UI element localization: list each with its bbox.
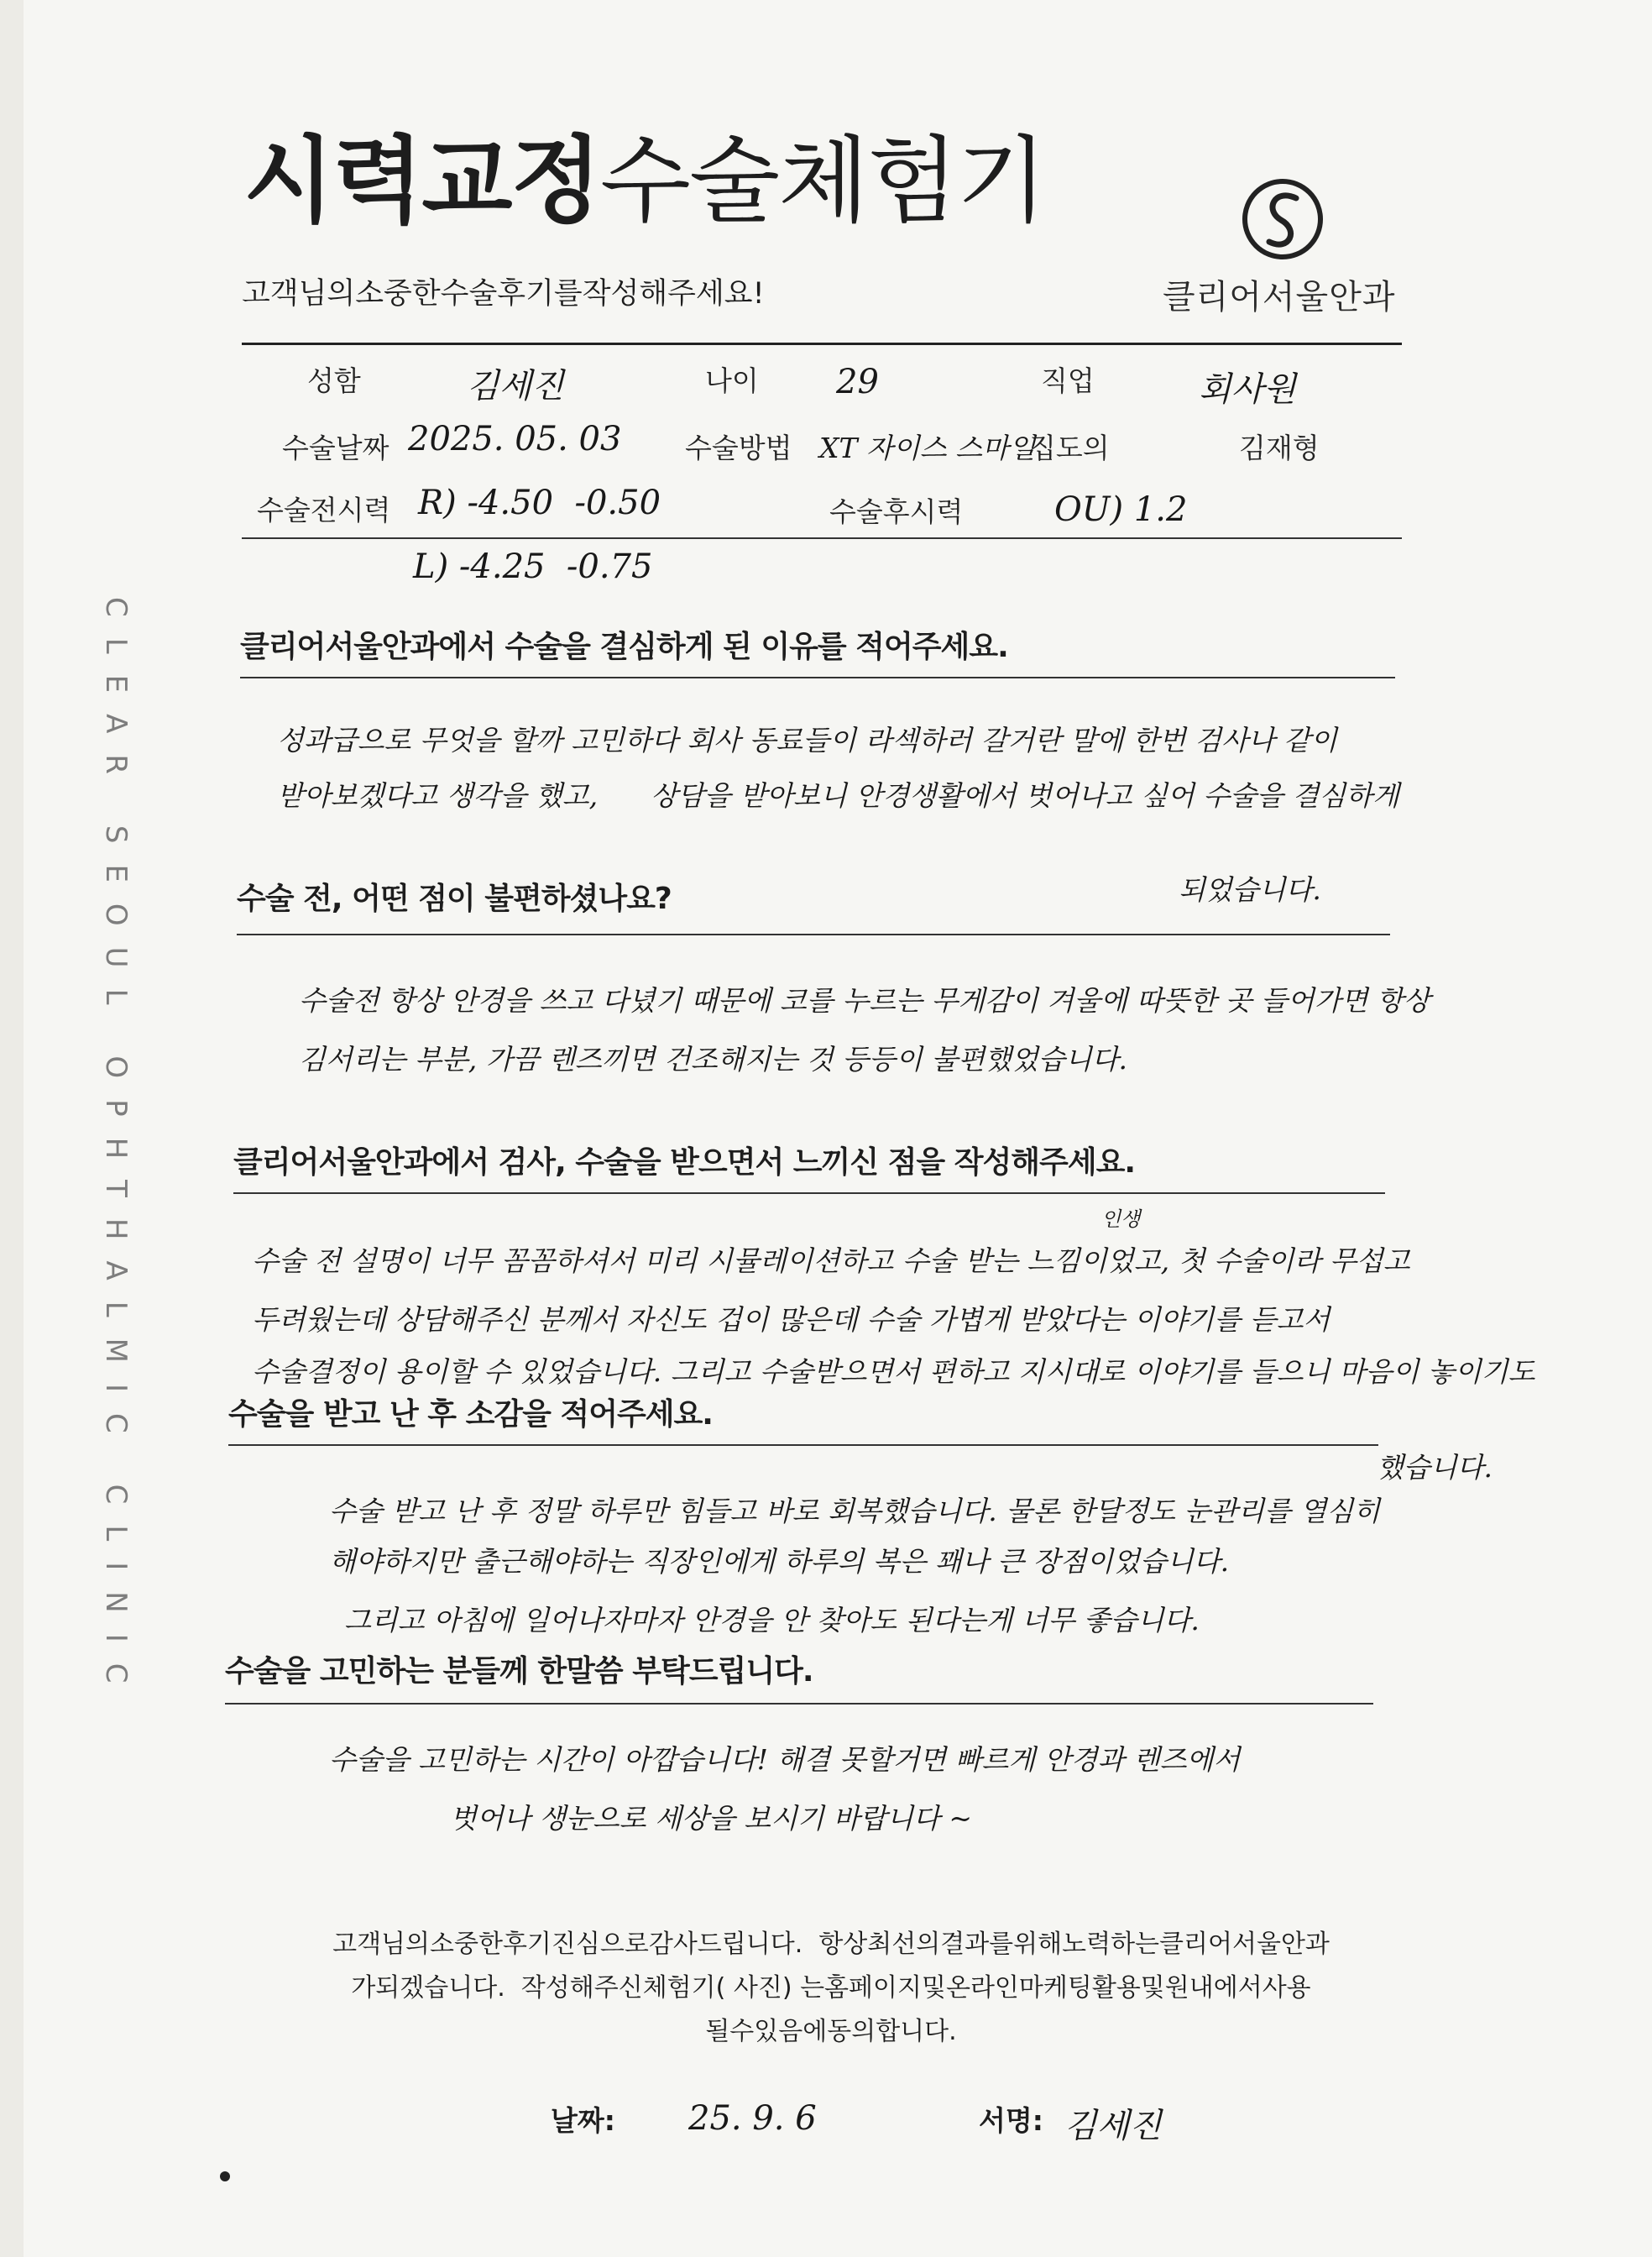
stray-dot xyxy=(220,2171,230,2181)
title-bold: 시력교정 xyxy=(243,127,600,236)
answer-3-insert: 인생 xyxy=(1101,1207,1141,1231)
title-regular: 수술체험기 xyxy=(599,127,1046,236)
info-top-rule xyxy=(242,343,1402,345)
answer-5-line-1: 수술을 고민하는 시간이 아깝습니다! 해결 못할거면 빠르게 안경과 렌즈에서 xyxy=(329,1743,1241,1776)
page-title xyxy=(243,127,1046,236)
name-label: 성함 xyxy=(307,364,361,397)
answer-1-line-2: 받아보겠다고 생각을 했고, 상담을 받아보니 안경생활에서 벗어나고 싶어 수술을 결심하게 xyxy=(277,779,1399,812)
age-label: 나이 xyxy=(705,364,759,397)
footer-line-2: 가되겠습니다. 작성해주신체험기( 사진) 는홈페이지및온라인마케팅활용및원내에서사용 xyxy=(351,1973,1311,2003)
post-vision-label: 수술후시력 xyxy=(829,495,964,528)
pre-vision-left: L) -4.25 -0.75 xyxy=(413,547,653,586)
question-4: 수술을 받고 난 후 소감을 적어주세요. xyxy=(228,1397,713,1432)
question-2-rule xyxy=(237,934,1390,935)
page-subtitle: 고객님의소중한수술후기를작성해주세요! xyxy=(242,277,765,311)
question-5-rule xyxy=(225,1703,1373,1705)
date-value: 2025. 05. 03 xyxy=(408,420,622,458)
method-label: 수술방법 xyxy=(685,432,792,464)
method-value: XT 자이스 스마일 xyxy=(819,432,1036,464)
answer-3-line-2: 두려웠는데 상담해주신 분께서 자신도 겁이 많은데 수술 가볍게 받았다는 이야기를 듣고서 xyxy=(252,1303,1330,1336)
name-value: 김세진 xyxy=(467,367,564,406)
signature-value: 김세진 xyxy=(1064,2107,1162,2145)
footer-line-1: 고객님의소중한후기진심으로감사드립니다. 항상최선의결과를위해노력하는클리어서울안과 xyxy=(332,1930,1330,1959)
date-label: 수술날짜 xyxy=(282,432,389,464)
question-2: 수술 전, 어떤 점이 불편하셨나요? xyxy=(237,882,672,916)
answer-2-line-2: 김서리는 부분, 가끔 렌즈끼면 건조해지는 것 등등이 불편했었습니다. xyxy=(299,1043,1127,1076)
doctor-value: 김재형 xyxy=(1239,432,1320,464)
answer-1-line-3: 되었습니다. xyxy=(1179,873,1321,906)
post-vision-value: OU) 1.2 xyxy=(1054,490,1188,529)
answer-4-line-1: 수술 받고 난 후 정말 하루만 힘들고 바로 회복했습니다. 물론 한달정도 눈관리를 열심히 xyxy=(329,1495,1381,1527)
date-sign-label: 날짜: xyxy=(551,2104,615,2137)
signature-label: 서명: xyxy=(979,2104,1043,2137)
answer-3-line-1: 수술 전 설명이 너무 꼼꼼하셔서 미리 시뮬레이션하고 수술 받는 느낌이었고, 첫 수술이라 무섭고 xyxy=(252,1244,1410,1277)
question-3: 클리어서울안과에서 검사, 수술을 받으면서 느끼신 점을 작성해주세요. xyxy=(233,1145,1136,1180)
answer-5-line-2: 벗어나 생눈으로 세상을 보시기 바랍니다 ~ xyxy=(450,1802,973,1835)
info-bottom-rule xyxy=(242,537,1402,539)
clinic-name: 클리어서울안과 xyxy=(1163,278,1396,317)
answer-3-line-4: 했습니다. xyxy=(1377,1451,1493,1484)
question-3-rule xyxy=(233,1192,1385,1194)
pre-vision-label: 수술전시력 xyxy=(257,494,391,526)
question-4-rule xyxy=(228,1444,1378,1446)
date-sign-value: 25. 9. 6 xyxy=(688,2099,817,2138)
age-value: 29 xyxy=(836,363,879,401)
answer-4-line-3: 그리고 아침에 일어나자마자 안경을 안 찾아도 된다는게 너무 좋습니다. xyxy=(344,1604,1200,1636)
doctor-label: 집도의 xyxy=(1029,432,1110,464)
side-brand-text: CLEAR SEOUL OPHTHALMIC CLINIC xyxy=(99,596,133,1705)
footer-consent-text xyxy=(252,1923,1410,2054)
answer-1-line-1: 성과급으로 무엇을 할까 고민하다 회사 동료들이 라섹하러 갈거란 말에 한번 검사나 같이 xyxy=(277,724,1337,757)
job-value: 회사원 xyxy=(1199,370,1296,409)
question-1: 클리어서울안과에서 수술을 결심하게 된 이유를 적어주세요. xyxy=(240,630,1008,664)
form-sheet xyxy=(24,0,1652,2257)
answer-3-line-3: 수술결정이 용이할 수 있었습니다. 그리고 수술받으면서 편하고 지시대로 이야기를 들으니 마음이 놓이기도 xyxy=(252,1355,1535,1388)
answer-4-line-2: 해야하지만 출근해야하는 직장인에게 하루의 복은 꽤나 큰 장점이었습니다. xyxy=(329,1545,1230,1578)
footer-line-3: 될수있음에동의합니다. xyxy=(705,2017,957,2046)
question-5: 수술을 고민하는 분들께 한말씀 부탁드립니다. xyxy=(225,1654,813,1689)
pre-vision-right: R) -4.50 -0.50 xyxy=(418,484,661,522)
question-1-rule xyxy=(240,677,1395,678)
job-label: 직업 xyxy=(1041,364,1095,397)
answer-2-line-1: 수술전 항상 안경을 쓰고 다녔기 때문에 코를 누르는 무게감이 겨울에 따뜻한 곳 들어가면 항상 xyxy=(299,984,1430,1017)
clinic-logo-icon xyxy=(1241,173,1325,265)
